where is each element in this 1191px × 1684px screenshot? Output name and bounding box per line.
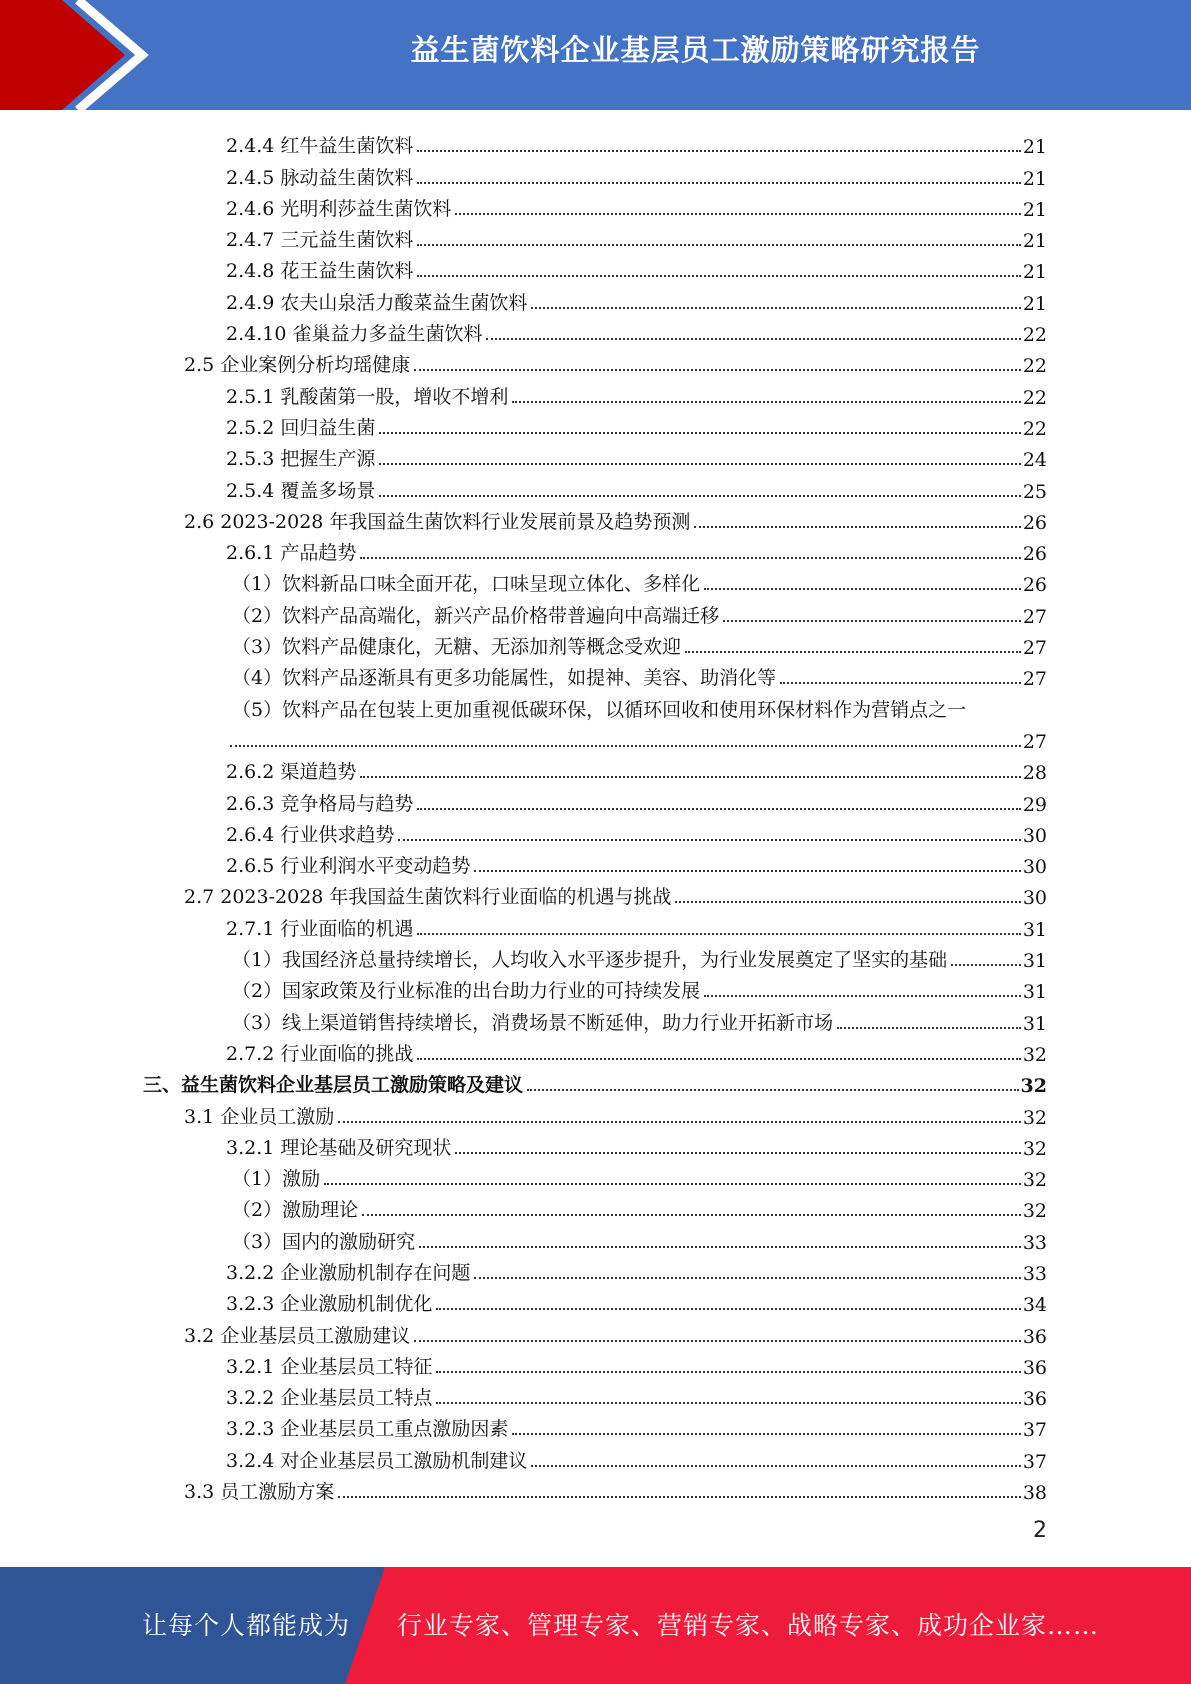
toc-entry-page: 21 — [1022, 261, 1047, 284]
toc-leader-dots — [419, 1246, 1021, 1248]
toc-entry-title: 2.5.4 覆盖多场景 — [226, 479, 376, 502]
toc-entry[interactable] — [0, 221, 1191, 252]
toc-entry-page: 31 — [1022, 918, 1047, 941]
toc-entry-page: 22 — [1022, 386, 1047, 409]
toc-entry-title: 3.2.1 理论基础及研究现状 — [226, 1136, 452, 1159]
toc-entry-title: 2.7.1 行业面临的机遇 — [226, 917, 414, 940]
toc-leader-dots — [837, 1027, 1021, 1029]
toc-entry-title: 3.3 员工激励方案 — [184, 1481, 335, 1504]
toc-entry[interactable] — [0, 503, 1191, 534]
toc-entry-title: 2.6.5 行业利润水平变动趋势 — [226, 855, 471, 878]
toc-entry[interactable] — [0, 565, 1191, 596]
toc-entry[interactable] — [0, 283, 1191, 314]
toc-entry-page: 32 — [1022, 1106, 1047, 1129]
footer-slogan-left: 让每个人都能成为 — [142, 1611, 351, 1640]
toc-entry[interactable] — [0, 784, 1191, 815]
toc-entry[interactable] — [0, 753, 1191, 784]
toc-entry-page: 36 — [1022, 1325, 1047, 1348]
toc-entry[interactable] — [0, 1097, 1191, 1128]
toc-leader-dots — [414, 1340, 1021, 1342]
toc-entry-page: 32 — [1022, 1137, 1047, 1160]
toc-entry-title: 2.4.4 红牛益生菌饮料 — [226, 135, 414, 158]
toc-entry-title: 3.2.3 企业基层员工重点激励因素 — [226, 1418, 509, 1441]
toc-entry-title: （5）饮料产品在包装上更加重视低碳环保，以循环回收和使用环保材料作为营销点之一 — [232, 698, 967, 721]
toc-entry-title: 三、益生菌饮料企业基层员工激励策略及建议 — [143, 1074, 524, 1097]
toc-entry[interactable] — [0, 440, 1191, 471]
toc-leader-dots — [230, 745, 1021, 747]
toc-entry-page: 21 — [1022, 167, 1047, 190]
toc-leader-dots — [780, 682, 1021, 684]
toc-leader-dots — [512, 401, 1020, 403]
toc-entry-title: 2.6.2 渠道趋势 — [226, 761, 357, 784]
toc-entry-page: 32 — [1022, 1200, 1047, 1223]
toc-entry[interactable] — [0, 377, 1191, 408]
toc-leader-dots — [379, 495, 1020, 497]
toc-entry[interactable] — [0, 628, 1191, 659]
toc-leader-dots — [417, 933, 1020, 935]
toc-entry[interactable] — [0, 1473, 1191, 1504]
toc-entry-title: 2.7 2023-2028 年我国益生菌饮料行业面临的机遇与挑战 — [184, 886, 672, 909]
toc-leader-dots — [436, 1402, 1020, 1404]
toc-leader-dots — [417, 182, 1020, 184]
header-arrow-decoration — [0, 0, 160, 110]
toc-entry[interactable] — [0, 534, 1191, 565]
toc-leader-dots — [338, 1121, 1021, 1123]
toc-leader-dots — [436, 1308, 1020, 1310]
toc-leader-dots — [417, 808, 1020, 810]
toc-entry[interactable] — [0, 878, 1191, 909]
toc-leader-dots — [512, 1433, 1020, 1435]
document-title: 益生菌饮料企业基层员工激励策略研究报告 — [410, 33, 981, 67]
toc-entry-page: 22 — [1022, 417, 1047, 440]
toc-entry[interactable] — [0, 1160, 1191, 1191]
toc-entry-page: 30 — [1022, 824, 1047, 847]
toc-entry[interactable] — [0, 252, 1191, 283]
toc-entry-title: （3）线上渠道销售持续增长，消费场景不断延伸，助力行业开拓新市场 — [232, 1011, 834, 1034]
toc-entry-title: 2.6.3 竞争格局与趋势 — [226, 792, 414, 815]
toc-entry[interactable] — [0, 158, 1191, 189]
toc-entry[interactable] — [0, 1285, 1191, 1316]
toc-entry-page: 25 — [1022, 480, 1047, 503]
toc-entry-page: 24 — [1022, 449, 1047, 472]
toc-leader-dots — [360, 776, 1020, 778]
toc-entry-title: 3.1 企业员工激励 — [184, 1105, 335, 1128]
toc-leader-dots — [527, 1089, 1019, 1091]
toc-entry-title: （3）饮料产品健康化，无糖、无添加剂等概念受欢迎 — [232, 636, 682, 659]
toc-entry-title: 2.5.3 把握生产源 — [226, 448, 376, 471]
toc-leader-dots — [723, 620, 1021, 622]
toc-entry-title: 2.6.1 产品趋势 — [226, 542, 357, 565]
toc-entry-page: 27 — [1022, 637, 1047, 660]
toc-entry-title: （2）饮料产品高端化，新兴产品价格带普遍向中高端迁移 — [232, 604, 720, 627]
toc-entry-page: 31 — [1022, 1012, 1047, 1035]
toc-entry-title: 3.2.2 企业基层员工特点 — [226, 1387, 433, 1410]
toc-leader-dots — [379, 432, 1020, 434]
footer-slogan-right: 行业专家、管理专家、营销专家、战略专家、成功企业家…… — [397, 1611, 1100, 1640]
toc-entry[interactable] — [0, 1191, 1191, 1222]
toc-entry-page: 32 — [1022, 1169, 1047, 1192]
toc-entry[interactable] — [0, 1379, 1191, 1410]
toc-entry-page: 28 — [1022, 762, 1047, 785]
toc-entry-title: （2）国家政策及行业标准的出台助力行业的可持续发展 — [232, 980, 701, 1003]
toc-leader-dots — [455, 1152, 1020, 1154]
toc-leader-dots — [951, 964, 1021, 966]
toc-entry[interactable] — [0, 1066, 1191, 1097]
toc-entry-title: 3.2.1 企业基层员工特征 — [226, 1355, 433, 1378]
toc-entry-page: 27 — [1022, 730, 1047, 753]
toc-entry-page: 32 — [1020, 1075, 1047, 1098]
toc-entry[interactable] — [0, 1035, 1191, 1066]
toc-entry[interactable] — [0, 972, 1191, 1003]
toc-entry[interactable] — [0, 1003, 1191, 1034]
toc-leader-dots — [398, 839, 1020, 841]
toc-leader-dots — [338, 1496, 1021, 1498]
toc-leader-dots — [685, 651, 1021, 653]
toc-entry-page: 31 — [1022, 981, 1047, 1004]
page-number: 2 — [1033, 1518, 1047, 1543]
toc-entry-page: 21 — [1022, 292, 1047, 315]
toc-entry-page: 21 — [1022, 198, 1047, 221]
toc-entry-page: 37 — [1022, 1419, 1047, 1442]
toc-entry-title: （3）国内的激励研究 — [232, 1230, 416, 1253]
toc-entry-title: 2.4.8 花王益生菌饮料 — [226, 260, 414, 283]
toc-leader-dots — [436, 1371, 1020, 1373]
toc-leader-dots — [474, 1277, 1020, 1279]
toc-entry-title: （1）激励 — [232, 1168, 321, 1191]
toc-entry-page: 22 — [1022, 324, 1047, 347]
page-header — [0, 0, 1191, 110]
toc-leader-dots — [455, 213, 1020, 215]
toc-entry-page: 36 — [1022, 1356, 1047, 1379]
toc-leader-dots — [417, 244, 1020, 246]
toc-leader-dots — [360, 557, 1020, 559]
toc-leader-dots — [531, 307, 1020, 309]
toc-entry-title: （1）我国经济总量持续增长，人均收入水平逐步提升，为行业发展奠定了坚实的基础 — [232, 949, 948, 972]
toc-entry-page: 27 — [1022, 605, 1047, 628]
toc-entry[interactable] — [0, 690, 1191, 721]
toc-entry[interactable] — [0, 190, 1191, 221]
toc-entry-title: 2.4.6 光明利莎益生菌饮料 — [226, 197, 452, 220]
toc-entry-title: （4）饮料产品逐渐具有更多功能属性，如提神、美容、助消化等 — [232, 667, 777, 690]
toc-entry[interactable] — [0, 409, 1191, 440]
toc-leader-dots — [486, 338, 1020, 340]
toc-entry-page: 30 — [1022, 856, 1047, 879]
toc-entry-title: 2.5.1 乳酸菌第一股，增收不增利 — [226, 385, 509, 408]
toc-entry[interactable] — [0, 471, 1191, 502]
toc-leader-dots — [414, 369, 1021, 371]
toc-entry-page: 31 — [1022, 950, 1047, 973]
toc-entry[interactable] — [0, 1316, 1191, 1347]
toc-leader-dots — [417, 150, 1020, 152]
toc-leader-dots — [675, 901, 1020, 903]
toc-entry[interactable] — [0, 127, 1191, 158]
toc-entry-page: 26 — [1022, 511, 1047, 534]
toc-entry-title: 3.2.3 企业激励机制优化 — [226, 1293, 433, 1316]
toc-entry-page: 21 — [1022, 230, 1047, 253]
toc-entry[interactable] — [0, 659, 1191, 690]
toc-leader-dots — [379, 463, 1020, 465]
toc-entry[interactable] — [0, 941, 1191, 972]
toc-entry-title: 2.4.9 农夫山泉活力酸菜益生菌饮料 — [226, 291, 528, 314]
toc-leader-dots — [694, 526, 1020, 528]
toc-entry[interactable] — [0, 847, 1191, 878]
toc-entry[interactable] — [0, 346, 1191, 377]
toc-leader-dots — [362, 1214, 1021, 1216]
toc-entry-title: 3.2 企业基层员工激励建议 — [184, 1324, 411, 1347]
page-footer — [0, 1567, 1191, 1684]
toc-leader-dots — [417, 275, 1020, 277]
toc-entry-page: 26 — [1022, 543, 1047, 566]
table-of-contents — [0, 127, 1191, 1504]
toc-entry-title: 2.4.5 脉动益生菌饮料 — [226, 166, 414, 189]
toc-entry-page: 21 — [1022, 136, 1047, 159]
toc-entry[interactable] — [0, 816, 1191, 847]
toc-entry[interactable] — [0, 1441, 1191, 1472]
toc-entry-page: 30 — [1022, 887, 1047, 910]
toc-entry-title: 2.4.10 雀巢益力多益生菌饮料 — [226, 323, 483, 346]
toc-entry[interactable] — [0, 722, 1191, 753]
toc-entry-title: 3.2.2 企业激励机制存在问题 — [226, 1261, 471, 1284]
toc-entry-page: 27 — [1022, 668, 1047, 691]
toc-leader-dots — [474, 870, 1020, 872]
toc-entry-title: 2.5.2 回归益生菌 — [226, 416, 376, 439]
toc-entry-page: 37 — [1022, 1450, 1047, 1473]
toc-entry-title: （2）激励理论 — [232, 1199, 359, 1222]
toc-entry-title: 2.6 2023-2028 年我国益生菌饮料行业发展前景及趋势预测 — [184, 510, 691, 533]
toc-entry[interactable] — [0, 596, 1191, 627]
toc-leader-dots — [324, 1183, 1021, 1185]
toc-entry-page: 22 — [1022, 355, 1047, 378]
toc-entry[interactable] — [0, 1348, 1191, 1379]
toc-entry-title: 2.5 企业案例分析均瑶健康 — [184, 354, 411, 377]
toc-entry-page: 36 — [1022, 1388, 1047, 1411]
toc-entry[interactable] — [0, 909, 1191, 940]
toc-entry-page: 26 — [1022, 574, 1047, 597]
toc-entry[interactable] — [0, 315, 1191, 346]
toc-entry[interactable] — [0, 1410, 1191, 1441]
toc-entry-page: 29 — [1022, 793, 1047, 816]
toc-entry[interactable] — [0, 1254, 1191, 1285]
toc-entry-title: 2.7.2 行业面临的挑战 — [226, 1042, 414, 1065]
toc-leader-dots — [704, 588, 1021, 590]
toc-leader-dots — [704, 995, 1021, 997]
toc-leader-dots — [417, 1058, 1020, 1060]
toc-entry-page: 38 — [1022, 1482, 1047, 1505]
toc-entry[interactable] — [0, 1222, 1191, 1253]
toc-entry-page: 32 — [1022, 1043, 1047, 1066]
toc-entry[interactable] — [0, 1129, 1191, 1160]
toc-entry-title: （1）饮料新品口味全面开花，口味呈现立体化、多样化 — [232, 573, 701, 596]
toc-entry-page: 33 — [1022, 1231, 1047, 1254]
toc-entry-title: 3.2.4 对企业基层员工激励机制建议 — [226, 1449, 528, 1472]
toc-entry-title: 2.6.4 行业供求趋势 — [226, 823, 395, 846]
toc-leader-dots — [531, 1465, 1020, 1467]
toc-entry-page: 34 — [1022, 1294, 1047, 1317]
toc-entry-title: 2.4.7 三元益生菌饮料 — [226, 229, 414, 252]
toc-entry-page: 33 — [1022, 1262, 1047, 1285]
